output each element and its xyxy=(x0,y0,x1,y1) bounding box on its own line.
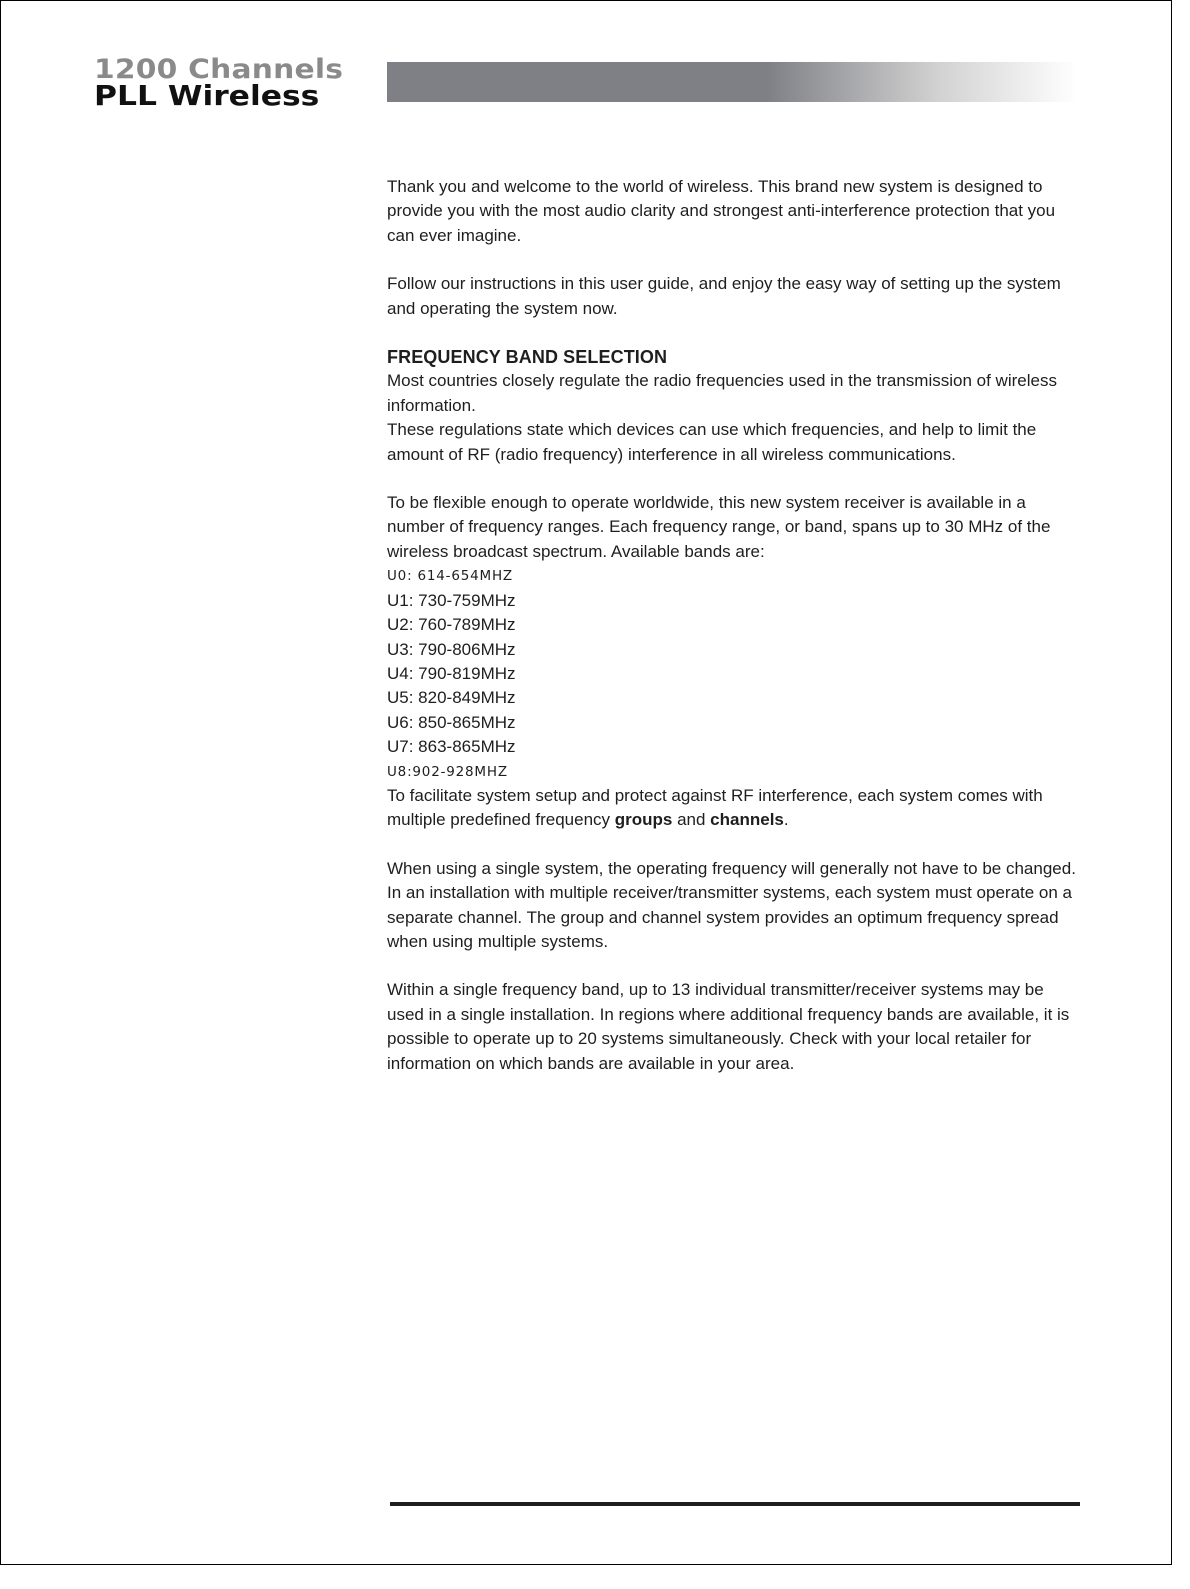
band-item: U1: 730-759MHz xyxy=(387,590,516,610)
logo-line-pll-wireless: PLL Wireless xyxy=(94,79,320,112)
regulation-paragraph-2: These regulations state which devices can use which frequencies, and help to limit the amount of RF (radio frequency) interference in all wireless communications. xyxy=(387,420,1037,464)
regulation-paragraph-1: Most countries closely regulate the radio frequencies used in the transmission of wireless information. xyxy=(387,371,1057,415)
groups-channels-text-mid: and xyxy=(672,810,711,830)
product-logo xyxy=(94,56,369,110)
intro-paragraph-2: Follow our instructions in this user guide, and enjoy the easy way of setting up the system and operating the system now. xyxy=(387,274,1061,318)
band-item: U3: 790-806MHz xyxy=(387,639,516,659)
band-list xyxy=(387,564,1079,784)
section-heading: FREQUENCY BAND SELECTION xyxy=(387,347,668,368)
band-item: U2: 760-789MHz xyxy=(387,615,516,635)
multiple-systems-paragraph: When using a single system, the operating frequency will generally not have to be changed. In an installation with multiple receiver/transmitter systems, each system must operate on a separate channel. The group and channel system provides an optimum frequency spread when using multiple systems. xyxy=(387,858,1076,951)
band-item: U8:902-928MHZ xyxy=(387,763,508,780)
header-gradient-bar xyxy=(387,62,1077,102)
band-item: U0: 614-654MHZ xyxy=(387,568,513,585)
band-capacity-paragraph: Within a single frequency band, up to 13 individual transmitter/receiver systems may be used in a single installation. In regions where additional frequency bands are available, it is possible to operate up to 20 systems simultaneously. Check with your local retailer for information on which bands are available in your area. xyxy=(387,980,1070,1073)
logo-line-channels: 1200 Channels xyxy=(94,54,344,85)
intro-paragraph-1: Thank you and welcome to the world of wireless. This brand new system is designed to provide you with the most audio clarity and strongest anti-interference protection that you can ever imagine. xyxy=(387,177,1056,245)
band-item: U4: 790-819MHz xyxy=(387,663,516,683)
groups-channels-text-start: To facilitate system setup and protect against RF interference, each system comes with multiple predefined frequency xyxy=(387,785,1043,830)
band-item: U7: 863-865MHz xyxy=(387,737,516,757)
footer-rule xyxy=(390,1502,1080,1506)
groups-channels-text-end: . xyxy=(783,810,789,830)
band-item: U6: 850-865MHz xyxy=(387,712,516,732)
main-content xyxy=(387,175,1079,1076)
band-item: U5: 820-849MHz xyxy=(387,688,516,708)
groups-channels-paragraph xyxy=(387,784,1079,833)
groups-term: groups xyxy=(614,810,673,830)
bands-intro-paragraph: To be flexible enough to operate worldwide, this new system receiver is available in a number of frequency ranges. Each frequency range, or band, spans up to 30 MHz of the wireless broadcast spectrum. Available bands are: xyxy=(387,493,1051,561)
channels-term: channels xyxy=(710,810,784,830)
